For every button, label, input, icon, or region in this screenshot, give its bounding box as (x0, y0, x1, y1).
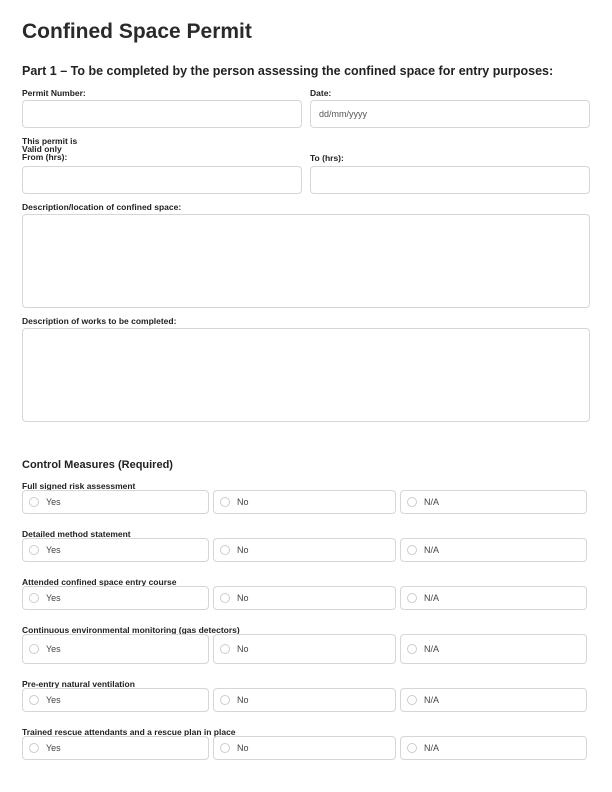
radio-circle-icon[interactable] (220, 644, 230, 654)
radio-option-na[interactable] (400, 634, 587, 664)
radio-option-no[interactable] (213, 688, 396, 712)
radio-option-yes[interactable] (22, 538, 209, 562)
date-placeholder: dd/mm/yyyy (319, 109, 368, 119)
radio-option-no[interactable] (213, 736, 396, 760)
radio-circle-icon[interactable] (407, 497, 417, 507)
option-label: No (237, 743, 249, 753)
option-label: N/A (424, 497, 440, 507)
option-label: Yes (46, 545, 61, 555)
radio-option-na[interactable] (400, 490, 587, 514)
radio-circle-icon[interactable] (220, 593, 230, 603)
question-label: Attended confined space entry course (22, 577, 177, 587)
permit-number-input[interactable] (22, 100, 302, 128)
radio-circle-icon[interactable] (29, 743, 39, 753)
radio-circle-icon[interactable] (220, 545, 230, 555)
radio-circle-icon[interactable] (407, 743, 417, 753)
radio-option-yes[interactable] (22, 688, 209, 712)
radio-option-na[interactable] (400, 538, 587, 562)
option-label: Yes (46, 497, 61, 507)
from-label: From (hrs): (22, 152, 68, 162)
radio-circle-icon[interactable] (220, 695, 230, 705)
option-label: No (237, 545, 249, 555)
radio-circle-icon[interactable] (220, 497, 230, 507)
question-label: Pre-entry natural ventilation (22, 679, 135, 689)
radio-option-no[interactable] (213, 586, 396, 610)
option-label: No (237, 695, 249, 705)
permit-number-label: Permit Number: (22, 88, 86, 98)
radio-option-na[interactable] (400, 736, 587, 760)
radio-circle-icon[interactable] (407, 593, 417, 603)
option-label: N/A (424, 545, 440, 555)
radio-option-na[interactable] (400, 586, 587, 610)
radio-circle-icon[interactable] (29, 644, 39, 654)
option-label: N/A (424, 743, 440, 753)
to-label: To (hrs): (310, 153, 344, 163)
question-label: Continuous environmental monitoring (gas detectors) (22, 625, 240, 635)
radio-circle-icon[interactable] (29, 497, 39, 507)
option-label: Yes (46, 644, 61, 654)
radio-circle-icon[interactable] (220, 743, 230, 753)
radio-option-yes[interactable] (22, 586, 209, 610)
date-input[interactable] (310, 100, 590, 128)
valid-label (22, 137, 77, 161)
option-label: Yes (46, 593, 61, 603)
part1-heading: Part 1 – To be completed by the person assessing the confined space for entry purposes: (22, 64, 554, 78)
radio-option-yes[interactable] (22, 736, 209, 760)
location-label: Description/location of confined space: (22, 202, 182, 212)
question-label: Full signed risk assessment (22, 481, 136, 491)
radio-option-no[interactable] (213, 490, 396, 514)
radio-option-no[interactable] (213, 634, 396, 664)
works-label: Description of works to be completed: (22, 316, 177, 326)
radio-option-yes[interactable] (22, 490, 209, 514)
radio-circle-icon[interactable] (407, 695, 417, 705)
radio-option-na[interactable] (400, 688, 587, 712)
radio-circle-icon[interactable] (407, 545, 417, 555)
option-label: No (237, 593, 249, 603)
radio-circle-icon[interactable] (29, 695, 39, 705)
radio-option-yes[interactable] (22, 634, 209, 664)
date-label: Date: (310, 88, 332, 98)
question-label: Detailed method statement (22, 529, 131, 539)
option-label: N/A (424, 695, 440, 705)
page-title: Confined Space Permit (22, 20, 252, 43)
option-label: No (237, 644, 249, 654)
location-textarea[interactable] (22, 214, 590, 308)
radio-option-no[interactable] (213, 538, 396, 562)
question-label: Trained rescue attendants and a rescue plan in place (22, 727, 236, 737)
option-label: Yes (46, 695, 61, 705)
to-input[interactable] (310, 166, 590, 194)
radio-circle-icon[interactable] (29, 593, 39, 603)
radio-circle-icon[interactable] (407, 644, 417, 654)
option-label: No (237, 497, 249, 507)
control-measures-heading: Control Measures (Required) (22, 459, 173, 471)
valid-line-2: Valid only (22, 144, 62, 154)
option-label: Yes (46, 743, 61, 753)
works-textarea[interactable] (22, 328, 590, 422)
option-label: N/A (424, 644, 440, 654)
option-label: N/A (424, 593, 440, 603)
radio-circle-icon[interactable] (29, 545, 39, 555)
from-input[interactable] (22, 166, 302, 194)
valid-line-1: This permit is (22, 136, 78, 146)
